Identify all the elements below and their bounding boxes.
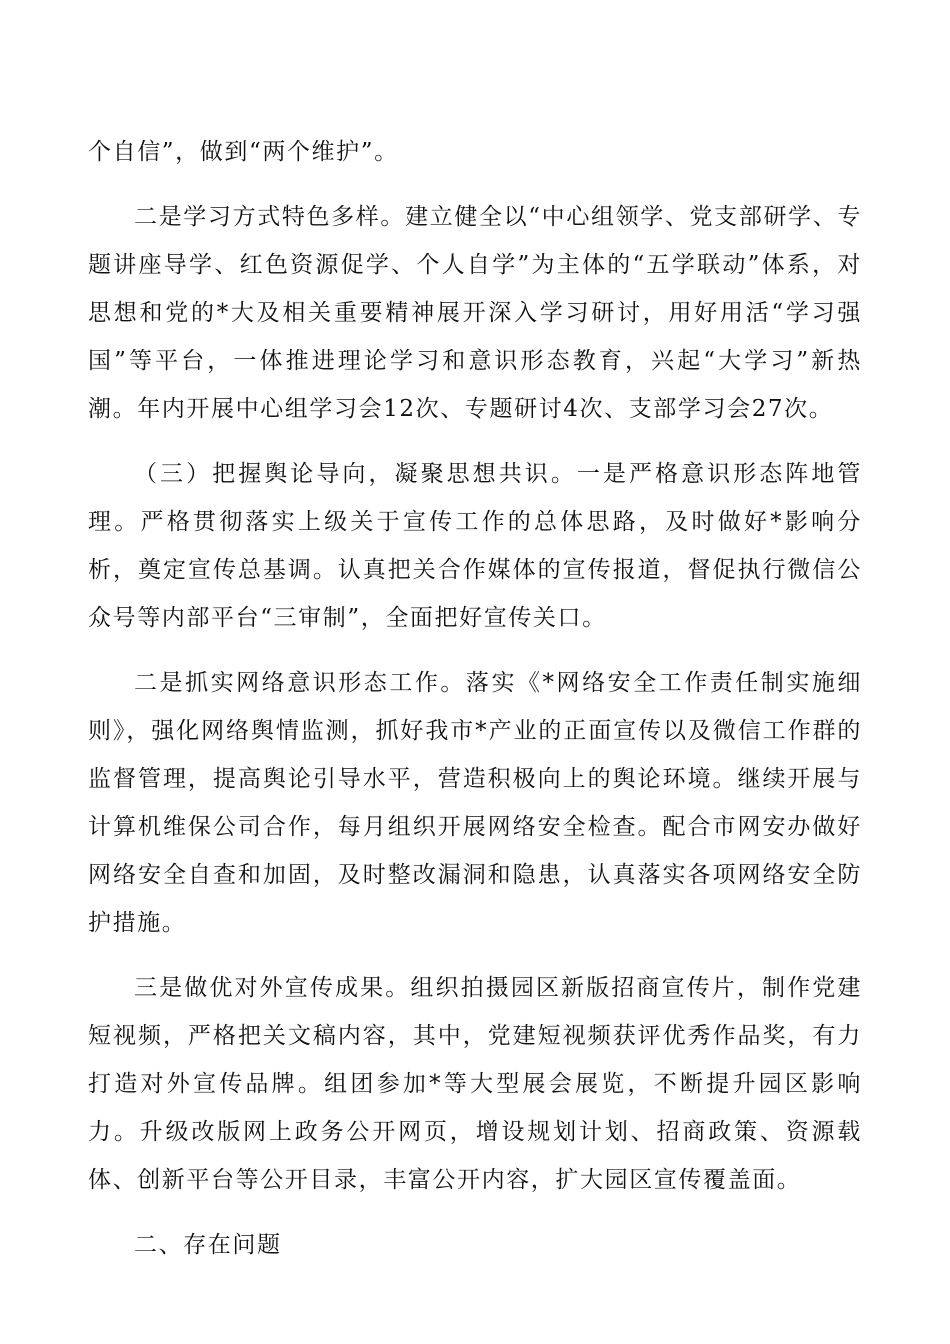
paragraph-study-methods: 二是学习方式特色多样。建立健全以“中心组领学、党支部研学、专题讲座导学、红色资源促学、个人自学”为主体的“五学联动”体系，对思想和党的*大及相关重要精神展开深入学习研讨，用好用活“学习强国”等平台，一体推进理论学习和意识形态教育，兴起“大学习”新热潮。年内开展中心组学习会12次、专题研讨4次、支部学习会27次。 [88, 204, 862, 422]
paragraph-continuation: 个自信”，做到“两个维护”。 [88, 139, 399, 165]
paragraph-public-opinion: （三）把握舆论导向，凝聚思想共识。一是严格意识形态阵地管理。严格贯彻落实上级关于宣传工作的总体思路，及时做好*影响分析，奠定宣传总基调。认真把关合作媒体的宣传报道，督促执行微信公众号等内部平台“三审制”，全面把好宣传关口。 [88, 461, 862, 631]
paragraph-network-ideology: 二是抓实网络意识形态工作。落实《*网络安全工作责任制实施细则》，强化网络舆情监测，抓好我市*产业的正面宣传以及微信工作群的监督管理，提高舆论引导水平，营造积极向上的舆论环境。继续开展与计算机维保公司合作，每月组织开展网络安全检查。配合市网安办做好网络安全自查和加固，及时整改漏洞和隐患，认真落实各项网络安全防护措施。 [88, 670, 862, 936]
document-body [88, 128, 862, 1286]
section-heading-existing-problems: 二、存在问题 [134, 1232, 282, 1258]
paragraph-external-publicity: 三是做优对外宣传成果。组织拍摄园区新版招商宣传片，制作党建短视频，严格把关文稿内容，其中，党建短视频获评优秀作品奖，有力打造对外宣传品牌。组团参加*等大型展会展览，不断提升园区影响力。升级改版网上政务公开网页，增设规划计划、招商政策、资源载体、创新平台等公开目录，丰富公开内容，扩大园区宣传覆盖面。 [88, 975, 862, 1193]
